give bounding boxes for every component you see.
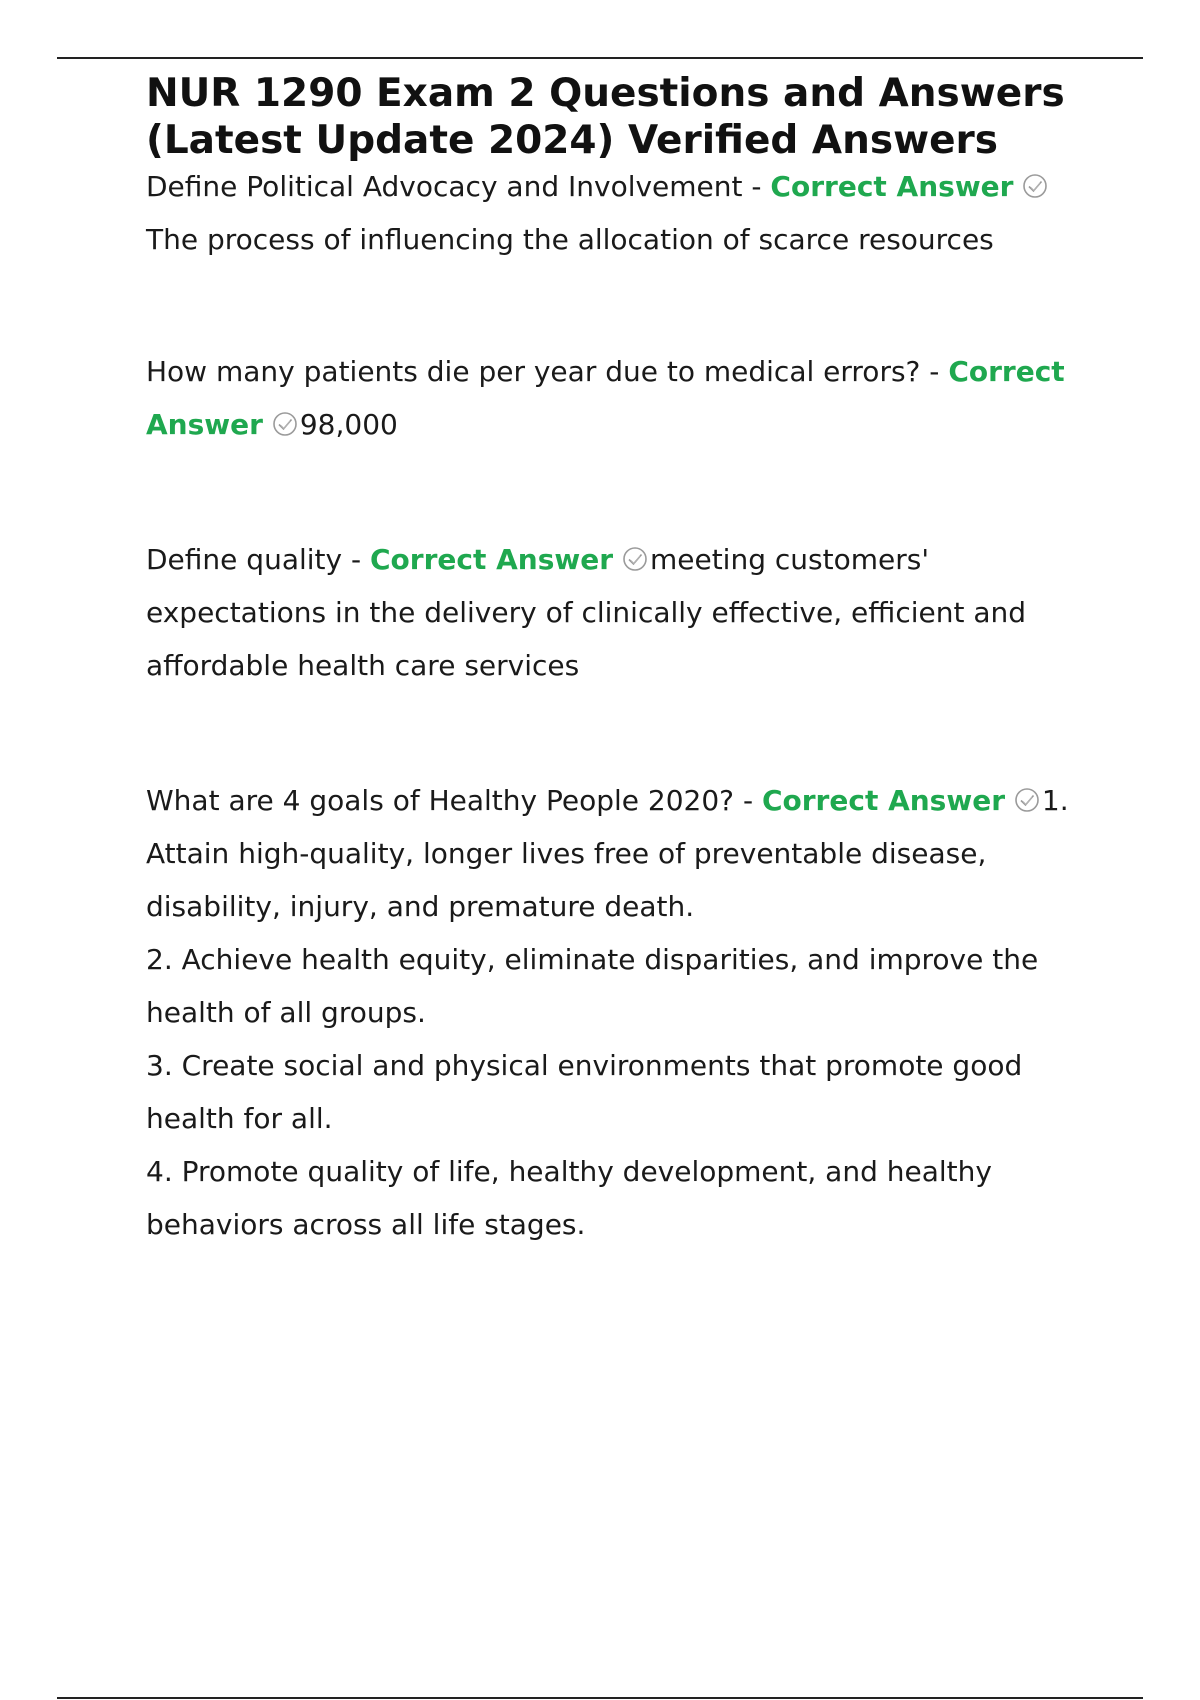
question-text: Define quality - (146, 543, 370, 576)
question-text: Define Political Advocacy and Involvement - (146, 170, 771, 203)
qa-paragraph (146, 774, 1086, 933)
document-body (146, 70, 1086, 1251)
answer-text: 98,000 (299, 408, 398, 441)
top-rule (57, 57, 1143, 59)
answer-text: meeting customers' expectations in the delivery of clinically effective, efficient and affordable health care services (146, 543, 1027, 682)
qa-item-medical-errors (146, 345, 1086, 451)
bottom-rule (57, 1697, 1143, 1699)
check-circle-icon (1014, 787, 1040, 813)
question-text: What are 4 goals of Healthy People 2020? - (146, 784, 762, 817)
qa-item-healthy-people-goals (146, 774, 1086, 1251)
qa-paragraph (146, 160, 1086, 266)
qa-paragraph (146, 345, 1086, 451)
document-title: NUR 1290 Exam 2 Questions and Answers (Latest Update 2024) Verified Answers (146, 71, 1065, 163)
check-circle-icon (622, 546, 648, 572)
answer-text: 1. Attain high-quality, longer lives free of preventable disease, disability, injury, and premature death. (146, 784, 1069, 923)
goal-item-3: 3. Create social and physical environments that promote good health for all. (146, 1049, 1023, 1135)
goal-item-4: 4. Promote quality of life, healthy development, and healthy behaviors across all life stages. (146, 1155, 992, 1241)
goal-item-2: 2. Achieve health equity, eliminate disparities, and improve the health of all groups. (146, 943, 1039, 1029)
qa-item-quality (146, 533, 1086, 692)
qa-item-political-advocacy (146, 160, 1086, 266)
correct-answer-label: Correct Answer (146, 355, 1065, 441)
answer-text: The process of influencing the allocation of scarce resources (146, 223, 994, 256)
correct-answer-label: Correct Answer (370, 543, 614, 576)
question-text: How many patients die per year due to medical errors? - (146, 355, 949, 388)
check-circle-icon (1022, 173, 1048, 199)
qa-paragraph (146, 533, 1086, 692)
correct-answer-label: Correct Answer (770, 170, 1014, 203)
correct-answer-label: Correct Answer (761, 784, 1006, 817)
check-circle-icon (272, 411, 298, 437)
